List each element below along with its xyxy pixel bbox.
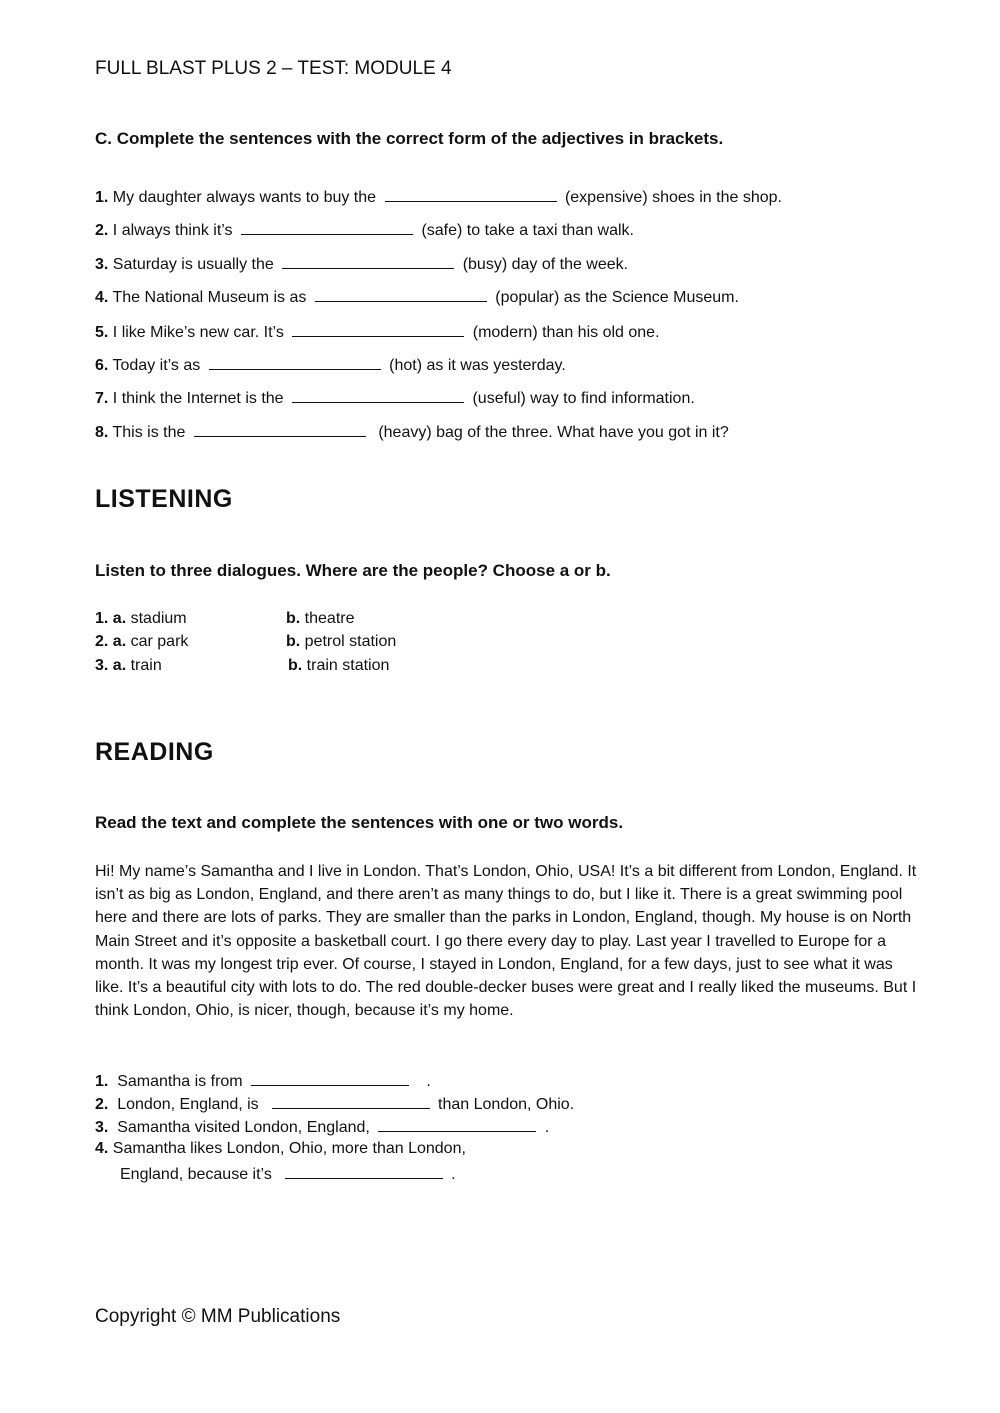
section-c-instruction: C. Complete the sentences with the correct form of the adjectives in brackets. <box>95 129 724 148</box>
sentence-after: . <box>451 1166 456 1183</box>
sentence-before: I always think it’s <box>112 222 233 239</box>
sentence-before: Saturday is usually the <box>112 256 274 273</box>
sentence-after: (modern) than his old one. <box>472 324 660 341</box>
sentence-after: (hot) as it was yesterday. <box>389 357 566 374</box>
sentence-after: (expensive) shoes in the shop. <box>564 189 782 206</box>
reading-title: READING <box>95 738 214 766</box>
item-number: 2. <box>95 633 109 650</box>
sentence-after: . <box>544 1119 550 1136</box>
item-number: 4. <box>95 289 109 306</box>
answer-blank[interactable] <box>241 218 413 235</box>
sentence-before: Samantha visited London, England, <box>117 1119 370 1136</box>
sentence-after: (popular) as the Science Museum. <box>495 289 739 306</box>
option-b-label: b. <box>288 657 303 674</box>
answer-blank[interactable] <box>385 185 557 202</box>
item-number: 1. <box>95 189 109 206</box>
sentence-after: (heavy) bag of the three. What have you got in it? <box>378 424 729 441</box>
sentence-before: I think the Internet is the <box>112 390 284 407</box>
item-number: 8. <box>95 424 109 441</box>
listening-instruction: Listen to three dialogues. Where are the people? Choose a or b. <box>95 561 611 580</box>
sentence-before: Today it’s as <box>112 357 201 374</box>
sentence-item <box>95 386 695 408</box>
sentence-item <box>95 420 729 442</box>
item-number: 2. <box>95 222 109 239</box>
choice-item <box>95 608 187 630</box>
answer-blank[interactable] <box>272 1092 430 1109</box>
choice-item-b <box>286 608 354 630</box>
sentence-before: This is the <box>112 424 186 441</box>
answer-blank[interactable] <box>285 1162 443 1179</box>
answer-blank[interactable] <box>292 320 464 337</box>
page-header: FULL BLAST PLUS 2 – TEST: MODULE 4 <box>95 58 452 79</box>
sentence-item <box>95 218 634 240</box>
sentence-after: . <box>426 1073 431 1090</box>
answer-blank[interactable] <box>251 1069 409 1086</box>
sentence-before: Samantha is from <box>117 1073 243 1090</box>
option-b-label: b. <box>286 610 301 627</box>
reading-passage: Hi! My name’s Samantha and I live in London. That’s London, Ohio, USA! It’s a bit different from London, England. It isn’t as big as London, England, and there aren’t as many things to do, but I like it. There is a great swimming pool here and there are lots of parks. They are smaller than the parks in London, England, though. My house is on North Main Street and it’s opposite a basketball court. I go there every day to play. Last year I travelled to Europe for a month. It was my longest trip ever. Of course, I stayed in London, England, for a few days, just to see what it was like. It’s a beautiful city with lots to do. The red double-decker buses were great and I really liked the museums. But I think London, Ohio, is nicer, though, because it’s my home. <box>95 863 917 1020</box>
option-b-label: b. <box>286 633 301 650</box>
item-number: 3. <box>95 657 109 674</box>
item-number: 3. <box>95 256 109 273</box>
reading-item-continued <box>120 1162 456 1184</box>
item-number: 7. <box>95 390 109 407</box>
reading-item <box>95 1092 574 1114</box>
option-b[interactable]: petrol station <box>304 633 397 650</box>
answer-blank[interactable] <box>209 353 381 370</box>
copyright-footer: Copyright © MM Publications <box>95 1306 341 1327</box>
reading-item <box>95 1138 466 1160</box>
answer-blank[interactable] <box>315 285 487 302</box>
reading-instruction: Read the text and complete the sentences with one or two words. <box>95 813 624 832</box>
item-number: 6. <box>95 357 109 374</box>
reading-item <box>95 1115 549 1137</box>
sentence-before-continued: England, because it’s <box>120 1166 272 1183</box>
item-number: 2. <box>95 1096 109 1113</box>
sentence-before: The National Museum is as <box>112 289 307 306</box>
item-number: 1. <box>95 1073 109 1090</box>
reading-item <box>95 1069 431 1091</box>
choice-item-b <box>288 655 389 677</box>
sentence-before: I like Mike’s new car. It’s <box>112 324 284 341</box>
sentence-before: Samantha likes London, Ohio, more than London, <box>112 1140 466 1157</box>
answer-blank[interactable] <box>282 252 454 269</box>
option-a-label: a. <box>112 633 127 650</box>
sentence-after: (safe) to take a taxi than walk. <box>421 222 634 239</box>
sentence-after: (busy) day of the week. <box>462 256 629 273</box>
option-a[interactable]: train <box>130 657 162 674</box>
item-number: 5. <box>95 324 109 341</box>
sentence-item <box>95 185 782 207</box>
sentence-before: My daughter always wants to buy the <box>112 189 377 206</box>
sentence-item <box>95 252 628 274</box>
choice-item-b <box>286 631 396 653</box>
option-a[interactable]: stadium <box>130 610 187 627</box>
sentence-item <box>95 285 739 307</box>
answer-blank[interactable] <box>194 420 366 437</box>
sentence-after: (useful) way to find information. <box>472 390 695 407</box>
option-b[interactable]: theatre <box>304 610 355 627</box>
option-a-label: a. <box>112 610 127 627</box>
option-a[interactable]: car park <box>130 633 189 650</box>
sentence-item <box>95 320 660 342</box>
sentence-item <box>95 353 566 375</box>
option-a-label: a. <box>112 657 127 674</box>
choice-item <box>95 631 188 653</box>
answer-blank[interactable] <box>378 1115 536 1132</box>
item-number: 3. <box>95 1119 109 1136</box>
listening-title: LISTENING <box>95 485 233 513</box>
item-number: 4. <box>95 1140 109 1157</box>
sentence-before: London, England, is <box>117 1096 259 1113</box>
sentence-after: than London, Ohio. <box>438 1096 575 1113</box>
item-number: 1. <box>95 610 109 627</box>
answer-blank[interactable] <box>292 386 464 403</box>
choice-item <box>95 655 162 677</box>
option-b[interactable]: train station <box>306 657 390 674</box>
